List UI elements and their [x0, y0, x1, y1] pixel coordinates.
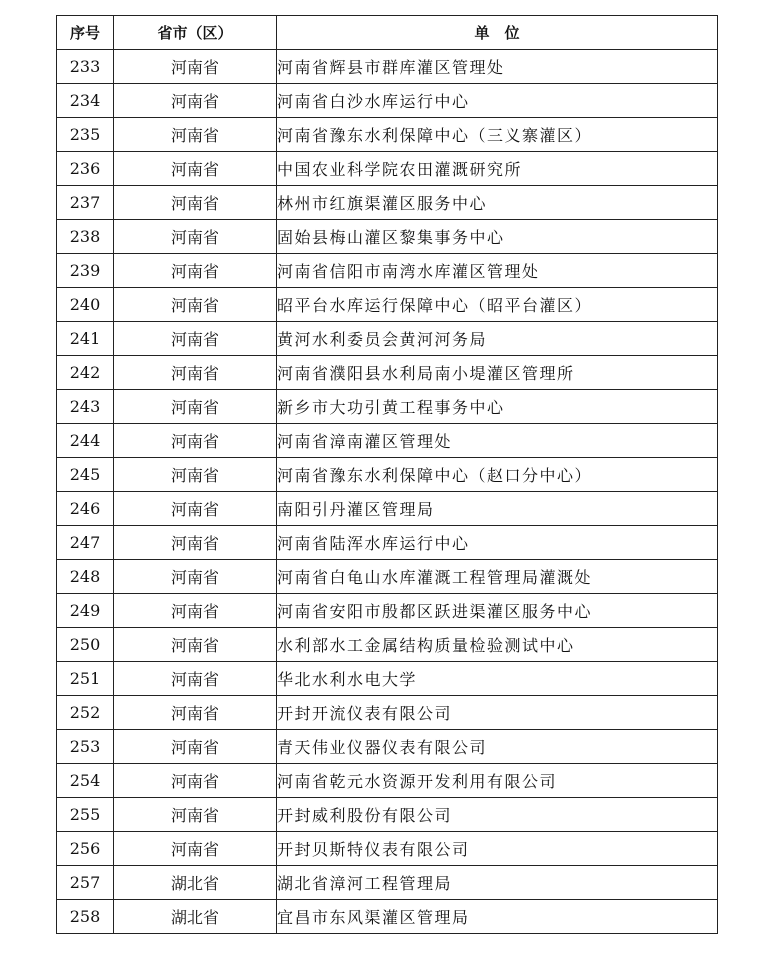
row-number-cell: 251	[57, 662, 114, 696]
row-province-cell: 河南省	[114, 424, 277, 458]
table-row	[57, 254, 718, 288]
table-row	[57, 390, 718, 424]
row-number-cell: 255	[57, 798, 114, 832]
row-province-cell: 河南省	[114, 594, 277, 628]
table-row	[57, 628, 718, 662]
row-province-cell: 河南省	[114, 356, 277, 390]
header-province: 省市（区）	[114, 16, 277, 50]
row-number-cell: 239	[57, 254, 114, 288]
row-number-cell: 237	[57, 186, 114, 220]
table-row	[57, 424, 718, 458]
header-no: 序号	[57, 16, 114, 50]
row-unit-cell: 河南省豫东水利保障中心（三义寨灌区）	[277, 118, 718, 152]
row-number-cell: 238	[57, 220, 114, 254]
row-unit-cell: 河南省安阳市殷都区跃进渠灌区服务中心	[277, 594, 718, 628]
row-province-cell: 河南省	[114, 662, 277, 696]
table-row	[57, 186, 718, 220]
row-number-cell: 249	[57, 594, 114, 628]
table-body	[57, 50, 718, 934]
row-province-cell: 河南省	[114, 322, 277, 356]
row-unit-cell: 固始县梅山灌区黎集事务中心	[277, 220, 718, 254]
row-province-cell: 河南省	[114, 390, 277, 424]
row-number-cell: 257	[57, 866, 114, 900]
table-row	[57, 900, 718, 934]
row-number-cell: 247	[57, 526, 114, 560]
row-unit-cell: 宜昌市东风渠灌区管理局	[277, 900, 718, 934]
row-province-cell: 河南省	[114, 458, 277, 492]
table-row	[57, 458, 718, 492]
row-number-cell: 245	[57, 458, 114, 492]
header-row	[57, 16, 718, 50]
row-number-cell: 236	[57, 152, 114, 186]
row-unit-cell: 水利部水工金属结构质量检验测试中心	[277, 628, 718, 662]
row-unit-cell: 中国农业科学院农田灌溉研究所	[277, 152, 718, 186]
table-row	[57, 696, 718, 730]
unit-roster-table	[56, 15, 718, 934]
row-unit-cell: 河南省信阳市南湾水库灌区管理处	[277, 254, 718, 288]
row-unit-cell: 华北水利水电大学	[277, 662, 718, 696]
row-province-cell: 河南省	[114, 84, 277, 118]
row-number-cell: 246	[57, 492, 114, 526]
table-row	[57, 526, 718, 560]
row-unit-cell: 河南省漳南灌区管理处	[277, 424, 718, 458]
table-row	[57, 288, 718, 322]
row-number-cell: 240	[57, 288, 114, 322]
row-unit-cell: 开封贝斯特仪表有限公司	[277, 832, 718, 866]
row-unit-cell: 河南省白沙水库运行中心	[277, 84, 718, 118]
row-unit-cell: 河南省白龟山水库灌溉工程管理局灌溉处	[277, 560, 718, 594]
table-row	[57, 764, 718, 798]
table-row	[57, 594, 718, 628]
row-number-cell: 253	[57, 730, 114, 764]
row-unit-cell: 青天伟业仪器仪表有限公司	[277, 730, 718, 764]
table-row	[57, 832, 718, 866]
row-province-cell: 河南省	[114, 288, 277, 322]
row-province-cell: 河南省	[114, 152, 277, 186]
row-number-cell: 234	[57, 84, 114, 118]
row-number-cell: 235	[57, 118, 114, 152]
table-row	[57, 356, 718, 390]
table-row	[57, 84, 718, 118]
row-number-cell: 258	[57, 900, 114, 934]
row-province-cell: 河南省	[114, 696, 277, 730]
table-row	[57, 866, 718, 900]
row-province-cell: 湖北省	[114, 900, 277, 934]
table-row	[57, 560, 718, 594]
table-row	[57, 492, 718, 526]
row-number-cell: 242	[57, 356, 114, 390]
row-number-cell: 248	[57, 560, 114, 594]
row-province-cell: 河南省	[114, 50, 277, 84]
row-province-cell: 河南省	[114, 832, 277, 866]
row-unit-cell: 河南省辉县市群库灌区管理处	[277, 50, 718, 84]
row-number-cell: 243	[57, 390, 114, 424]
row-number-cell: 250	[57, 628, 114, 662]
table-row	[57, 730, 718, 764]
table-row	[57, 152, 718, 186]
row-province-cell: 河南省	[114, 730, 277, 764]
row-unit-cell: 开封威利股份有限公司	[277, 798, 718, 832]
table-row	[57, 322, 718, 356]
row-unit-cell: 河南省濮阳县水利局南小堤灌区管理所	[277, 356, 718, 390]
row-province-cell: 河南省	[114, 526, 277, 560]
table-row	[57, 662, 718, 696]
row-number-cell: 256	[57, 832, 114, 866]
table-row	[57, 118, 718, 152]
row-province-cell: 河南省	[114, 628, 277, 662]
row-unit-cell: 河南省豫东水利保障中心（赵口分中心）	[277, 458, 718, 492]
row-unit-cell: 新乡市大功引黄工程事务中心	[277, 390, 718, 424]
table-row	[57, 220, 718, 254]
row-unit-cell: 河南省陆浑水库运行中心	[277, 526, 718, 560]
row-province-cell: 河南省	[114, 186, 277, 220]
row-unit-cell: 黄河水利委员会黄河河务局	[277, 322, 718, 356]
row-number-cell: 233	[57, 50, 114, 84]
header-unit: 单 位	[277, 16, 718, 50]
row-number-cell: 241	[57, 322, 114, 356]
row-unit-cell: 湖北省漳河工程管理局	[277, 866, 718, 900]
row-province-cell: 河南省	[114, 254, 277, 288]
row-unit-cell: 昭平台水库运行保障中心（昭平台灌区）	[277, 288, 718, 322]
row-number-cell: 254	[57, 764, 114, 798]
row-province-cell: 湖北省	[114, 866, 277, 900]
row-unit-cell: 南阳引丹灌区管理局	[277, 492, 718, 526]
row-province-cell: 河南省	[114, 560, 277, 594]
row-province-cell: 河南省	[114, 220, 277, 254]
row-unit-cell: 开封开流仪表有限公司	[277, 696, 718, 730]
table-row	[57, 50, 718, 84]
row-province-cell: 河南省	[114, 492, 277, 526]
row-province-cell: 河南省	[114, 118, 277, 152]
row-number-cell: 252	[57, 696, 114, 730]
row-province-cell: 河南省	[114, 764, 277, 798]
row-number-cell: 244	[57, 424, 114, 458]
row-province-cell: 河南省	[114, 798, 277, 832]
row-unit-cell: 林州市红旗渠灌区服务中心	[277, 186, 718, 220]
table-header	[57, 16, 718, 50]
row-unit-cell: 河南省乾元水资源开发利用有限公司	[277, 764, 718, 798]
table-row	[57, 798, 718, 832]
